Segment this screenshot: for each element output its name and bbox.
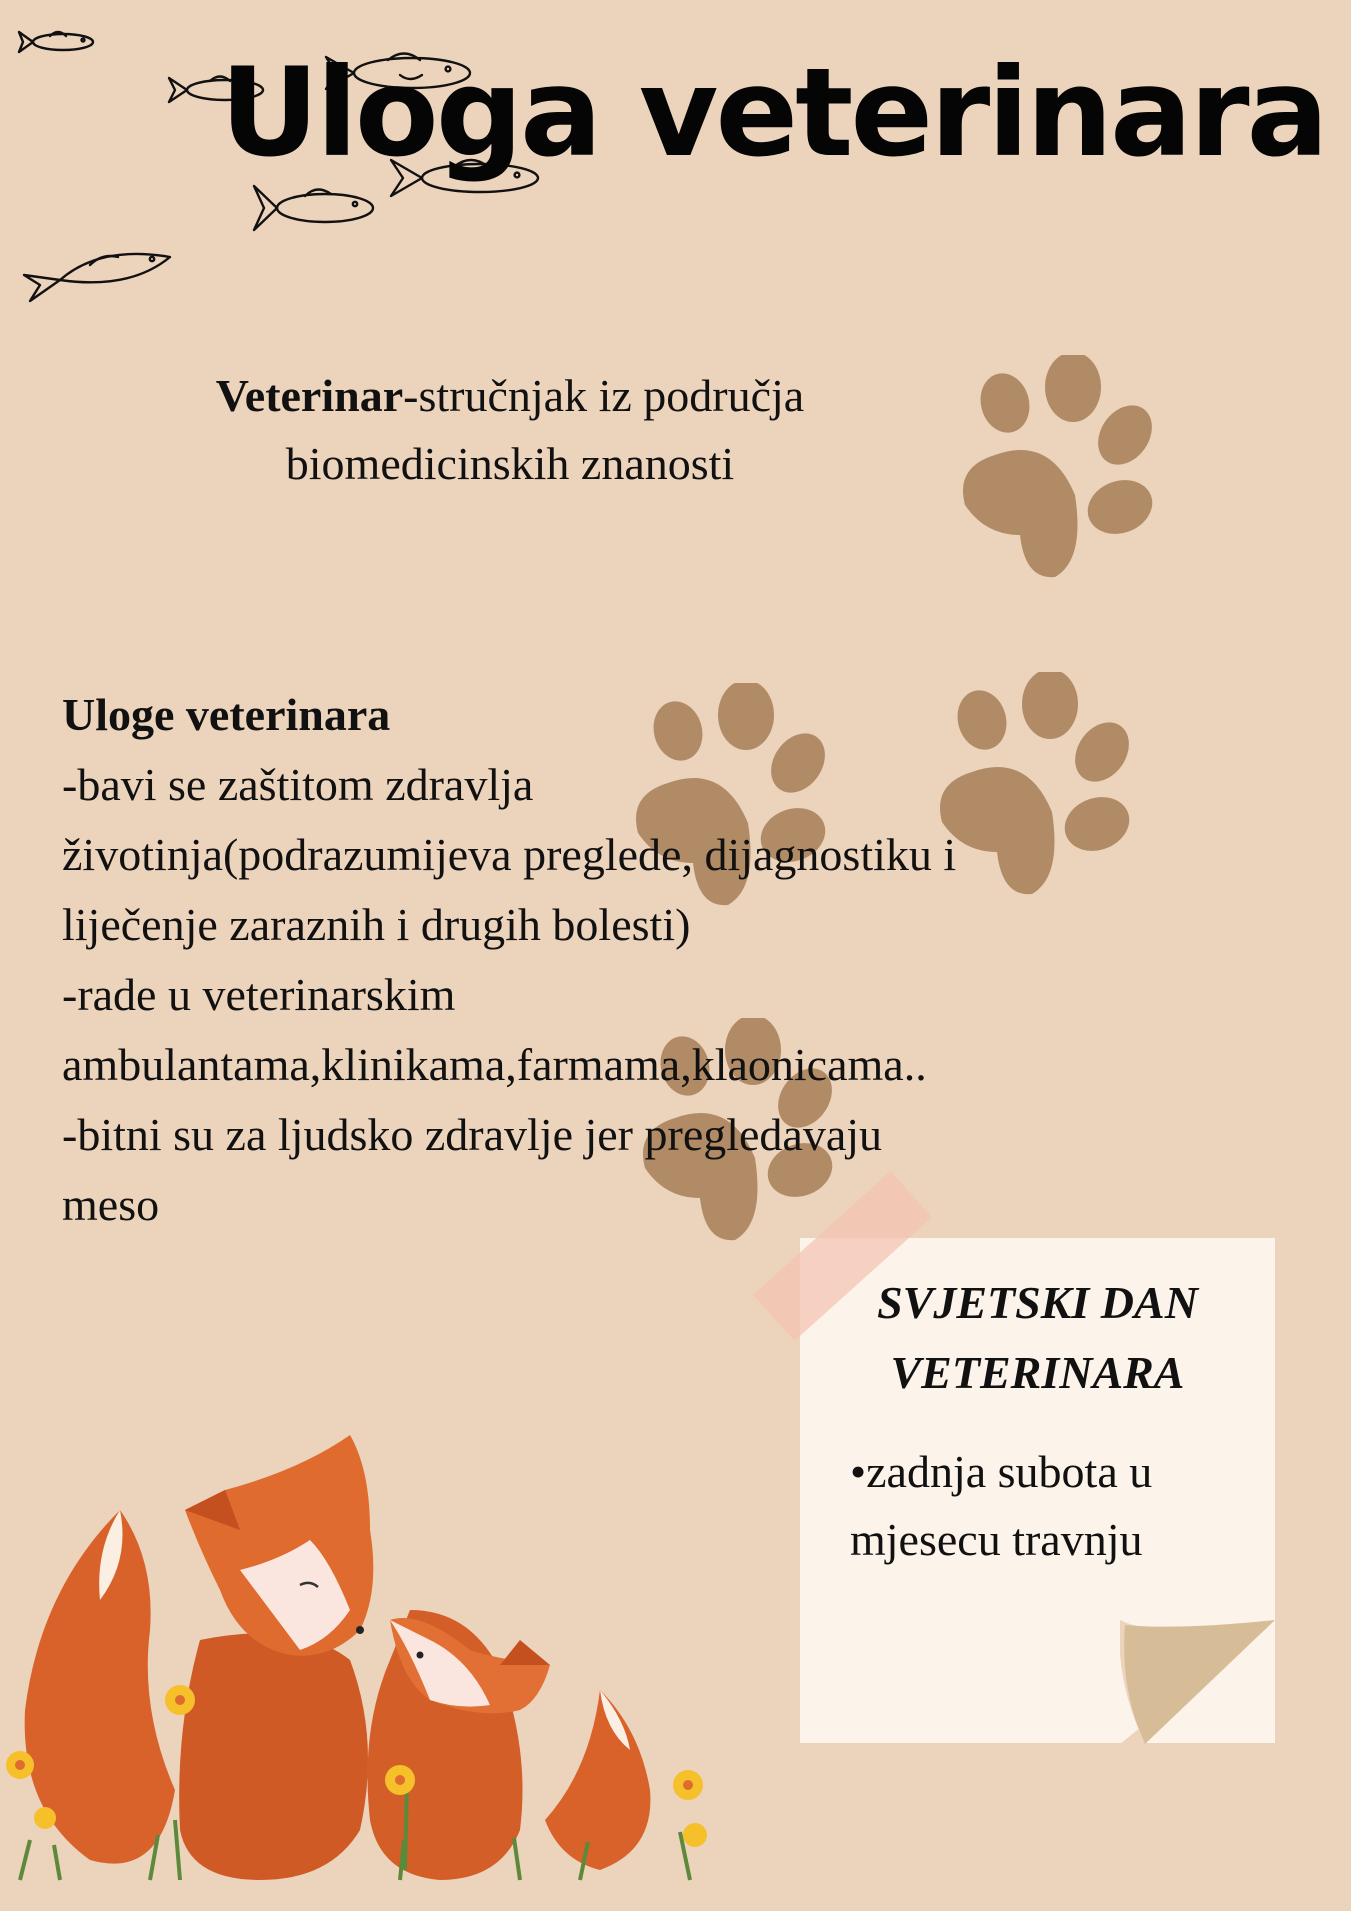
roles-line: -rade u veterinarskim — [62, 969, 456, 1020]
page-title: Uloga veterinara — [220, 42, 1326, 184]
fox-illustration — [0, 1410, 720, 1890]
roles-section — [62, 680, 1062, 1240]
roles-line: životinja(podrazumijeva preglede, dijagnostiku i — [62, 829, 957, 880]
paw-icon — [955, 355, 1165, 580]
note-title-line2: VETERINARA — [890, 1347, 1185, 1398]
definition-term: Veterinar — [215, 370, 404, 421]
note-title — [800, 1268, 1275, 1408]
fish-icon — [20, 235, 180, 305]
roles-line: meso — [62, 1179, 160, 1230]
note-text-line2: mjesecu travnju — [850, 1514, 1143, 1565]
roles-line: liječenje zaraznih i drugih bolesti) — [62, 899, 691, 950]
roles-line: -bitni su za ljudsko zdravlje jer pregledavaju — [62, 1109, 883, 1160]
roles-heading: Uloge veterinara — [62, 689, 391, 740]
note-title-line1: SVJETSKI DAN — [877, 1277, 1198, 1328]
definition-text — [140, 362, 880, 498]
definition-rest: -stručnjak iz područja — [403, 370, 805, 421]
definition-line2: biomedicinskih znanosti — [285, 438, 735, 489]
page-curl-decoration — [1120, 1620, 1275, 1745]
note-text — [850, 1438, 1250, 1574]
fish-icon — [15, 22, 105, 62]
roles-line: -bavi se zaštitom zdravlja — [62, 759, 534, 810]
roles-line: ambulantama,klinikama,farmama,klaonicama.. — [62, 1039, 927, 1090]
note-text-line1: •zadnja subota u — [850, 1446, 1153, 1497]
